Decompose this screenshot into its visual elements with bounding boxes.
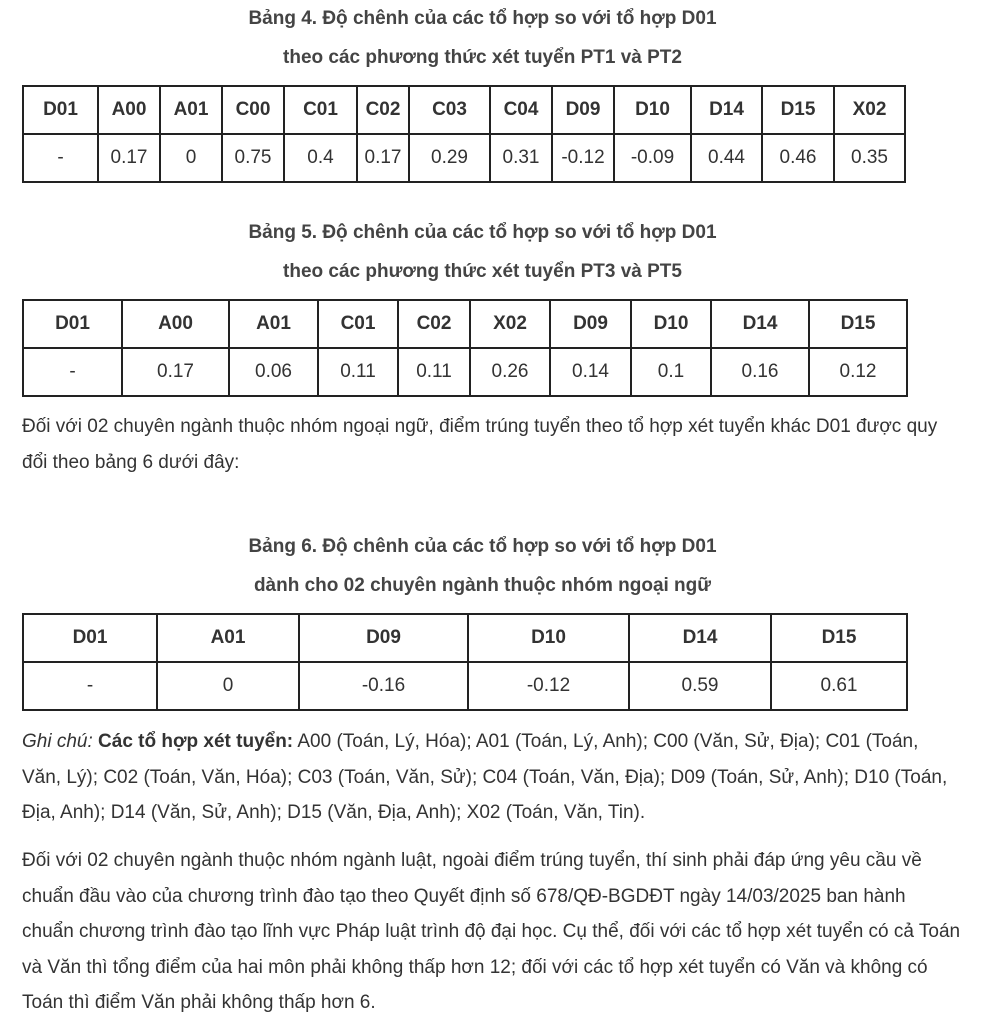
paragraph-foreign-language: Đối với 02 chuyên ngành thuộc nhóm ngoại ngữ, điểm trúng tuyển theo tổ hợp xét tuyển khác D01 được quy đổi theo bảng 6 dưới đây: <box>22 416 938 473</box>
table5-value-cell: 0.11 <box>398 348 470 396</box>
note-paragraph <box>22 724 962 831</box>
table5-header-row <box>23 300 907 348</box>
table5-header-cell: C02 <box>398 300 470 348</box>
table6-header-cell: D14 <box>629 614 771 662</box>
table6-title-line2: dành cho 02 chuyên ngành thuộc nhóm ngoại ngữ <box>253 575 712 596</box>
table4-value-cell: -0.12 <box>552 134 614 182</box>
table6-value-cell: - <box>23 662 157 710</box>
table5-header-cell: C01 <box>318 300 398 348</box>
table4-header-row <box>23 86 905 134</box>
table5-value-cell: 0.26 <box>470 348 550 396</box>
table5-value-cell: 0.1 <box>631 348 711 396</box>
table4-header-cell: D01 <box>23 86 98 134</box>
table5-value-row <box>23 348 907 396</box>
table6-header-cell: A01 <box>157 614 299 662</box>
table6-value-cell: 0.59 <box>629 662 771 710</box>
table5-value-cell: 0.14 <box>550 348 631 396</box>
note-text: A00 (Toán, Lý, Hóa); A01 (Toán, Lý, Anh); C00 (Văn, Sử, Địa); C01 (Toán, Văn, Lý); C02 (Toán, Văn, Hóa); C03 (Toán, Văn, Sử); C04 (Toán, Văn, Địa); D09 (Toán, Sử, Anh); D10 (Toán, Địa, Anh); D14 (Văn, Sử, Anh); D15 (Văn, Địa, Anh); X02 (Toán, Văn, Tin). <box>22 731 948 823</box>
table6-value-cell: 0 <box>157 662 299 710</box>
table4-value-cell: - <box>23 134 98 182</box>
table4-header-cell: D09 <box>552 86 614 134</box>
table5-header-cell: D15 <box>809 300 907 348</box>
table4-header-cell: X02 <box>834 86 905 134</box>
table4 <box>22 85 906 183</box>
table6-value-cell: -0.12 <box>468 662 629 710</box>
table6-header-cell: D01 <box>23 614 157 662</box>
table6-value-row <box>23 662 907 710</box>
paragraph-law: Đối với 02 chuyên ngành thuộc nhóm ngành luật, ngoài điểm trúng tuyển, thí sinh phải đáp ứng yêu cầu về chuẩn đầu vào của chương trình đào tạo theo Quyết định số 678/QĐ-BGDĐT ngày 14/03/2025 ban hành chuẩn chương trình đào tạo lĩnh vực Pháp luật trình độ đại học. Cụ thể, đối với các tổ hợp xét tuyển có cả Toán và Văn thì tổng điểm của hai môn phải không thấp hơn 12; đối với các tổ hợp xét tuyển có Văn và không có Toán thì điểm Văn phải không thấp hơn 6. <box>22 850 961 1013</box>
table6 <box>22 613 908 711</box>
table4-value-cell: 0 <box>160 134 222 182</box>
table5 <box>22 299 908 397</box>
table4-value-cell: 0.4 <box>284 134 357 182</box>
table4-value-cell: 0.31 <box>490 134 552 182</box>
table4-header-cell: C03 <box>409 86 490 134</box>
table5-value-cell: 0.16 <box>711 348 809 396</box>
table5-header-cell: D14 <box>711 300 809 348</box>
table4-header-cell: D10 <box>614 86 691 134</box>
table6-header-cell: D10 <box>468 614 629 662</box>
table5-value-cell: 0.11 <box>318 348 398 396</box>
table5-value-cell: 0.06 <box>229 348 318 396</box>
table4-value-cell: 0.46 <box>762 134 834 182</box>
table4-value-cell: -0.09 <box>614 134 691 182</box>
note-heading: Các tổ hợp xét tuyển: <box>98 731 294 752</box>
table4-header-cell: C02 <box>357 86 409 134</box>
table5-header-cell: X02 <box>470 300 550 348</box>
table6-header-cell: D09 <box>299 614 468 662</box>
table6-header-cell: D15 <box>771 614 907 662</box>
table5-header-cell: D01 <box>23 300 122 348</box>
table4-header-cell: C00 <box>222 86 284 134</box>
table4-value-cell: 0.29 <box>409 134 490 182</box>
note-label: Ghi chú: <box>22 731 99 752</box>
table6-value-cell: -0.16 <box>299 662 468 710</box>
table4-value-cell: 0.35 <box>834 134 905 182</box>
table5-value-cell: 0.17 <box>122 348 229 396</box>
table4-header-cell: A00 <box>98 86 160 134</box>
table4-title-line2: theo các phương thức xét tuyển PT1 và PT2 <box>283 47 682 68</box>
table4-value-row <box>23 134 905 182</box>
table5-header-cell: A00 <box>122 300 229 348</box>
table4-header-cell: A01 <box>160 86 222 134</box>
table4-value-cell: 0.75 <box>222 134 284 182</box>
table5-header-cell: A01 <box>229 300 318 348</box>
table5-header-cell: D10 <box>631 300 711 348</box>
table6-title-line1: Bảng 6. Độ chênh của các tổ hợp so với tổ hợp D01 <box>248 536 717 557</box>
table5-value-cell: - <box>23 348 122 396</box>
table5-title-line2: theo các phương thức xét tuyển PT3 và PT5 <box>283 261 682 282</box>
table4-header-cell: D15 <box>762 86 834 134</box>
table6-header-row <box>23 614 907 662</box>
table4-header-cell: C04 <box>490 86 552 134</box>
table5-title-line1: Bảng 5. Độ chênh của các tổ hợp so với tổ hợp D01 <box>248 222 717 243</box>
table4-header-cell: C01 <box>284 86 357 134</box>
table5-header-cell: D09 <box>550 300 631 348</box>
table4-title-line1: Bảng 4. Độ chênh của các tổ hợp so với tổ hợp D01 <box>248 8 717 29</box>
table4-header-cell: D14 <box>691 86 762 134</box>
table6-value-cell: 0.61 <box>771 662 907 710</box>
table4-value-cell: 0.17 <box>98 134 160 182</box>
table4-value-cell: 0.44 <box>691 134 762 182</box>
table4-value-cell: 0.17 <box>357 134 409 182</box>
table5-value-cell: 0.12 <box>809 348 907 396</box>
